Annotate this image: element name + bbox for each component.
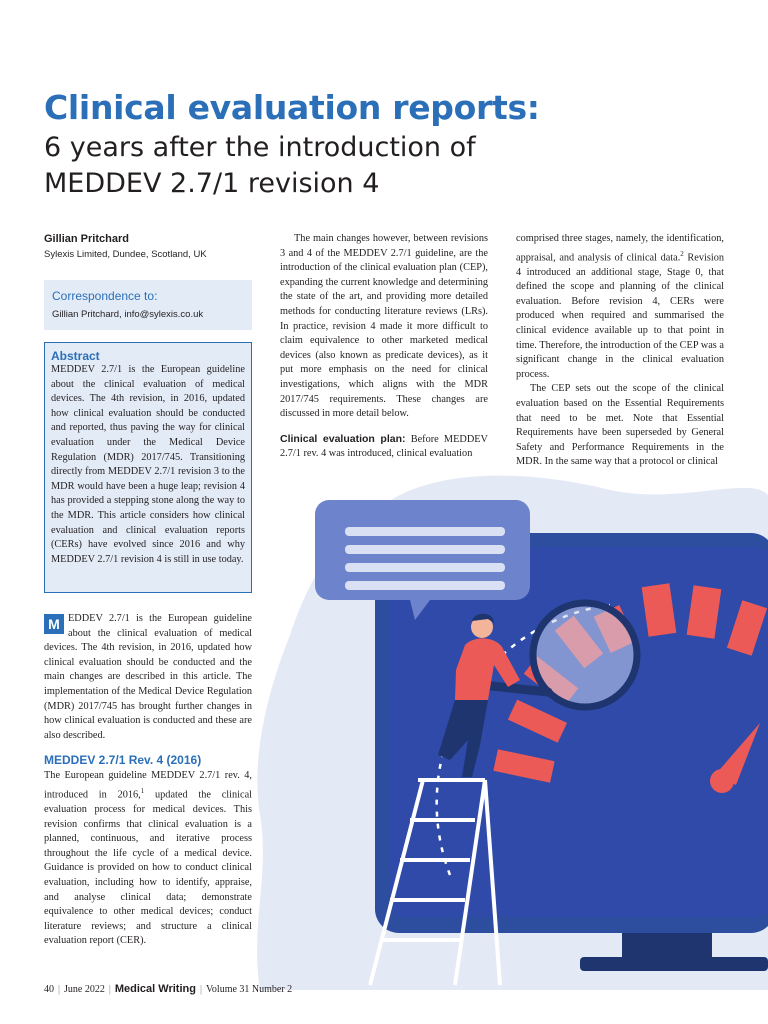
col3-paragraph-1 xyxy=(516,232,724,382)
col3-paragraph-2: The CEP sets out the scope of the clinical evaluation based on the Essential Requirements that need to be met. Note that Essential Requirements have been superseded by General Safety and Performance Requirements in the MDR. In the same way that a protocol or clinical xyxy=(516,383,724,468)
cep-runin-heading: Clinical evaluation plan: xyxy=(280,432,406,445)
journal-name: Medical Writing xyxy=(114,983,196,995)
drop-cap: M xyxy=(44,614,64,634)
section-text-a: The European guideline MEDDEV 2.7/1 rev. 4, introduced in 2016, xyxy=(44,770,252,801)
monitor-stand xyxy=(622,933,712,958)
volume-number: Volume 31 Number 2 xyxy=(205,984,293,995)
subtitle-line-2: MEDDEV 2.7/1 revision 4 xyxy=(44,168,380,199)
section-heading: MEDDEV 2.7/1 Rev. 4 (2016) xyxy=(44,753,202,768)
intro-paragraph xyxy=(44,612,252,743)
abstract-heading: Abstract xyxy=(51,349,100,363)
correspondence-text: Gillian Pritchard, info@sylexis.co.uk xyxy=(52,309,204,320)
author-name: Gillian Pritchard xyxy=(44,233,129,245)
column-3 xyxy=(516,232,724,470)
abstract-text: MEDDEV 2.7/1 is the European guideline about the clinical evaluation of medical devices. The 4th revision, in 2016, updated how clinical evaluation should be conducted and reported, thus paving the way for clinical evaluation under the Medical Device Regulation (MDR) 2017/745. Transitioning directly from MEDDEV 2.7/1 revision 3 to the MDR would have been a huge leap; revision 4 has provided a stepping stone along the way to the MDR. This article considers how clinical evaluation and clinical evaluation reports (CERs) have evolved since 2016 and why MEDDEV 2.7/1 revision 4 is still in use today. xyxy=(51,364,245,565)
abstract-box xyxy=(44,342,252,593)
monitor-base xyxy=(580,957,768,971)
author-affiliation: Sylexis Limited, Dundee, Scotland, UK xyxy=(44,249,207,260)
footnote-ref-2: 2 xyxy=(680,249,684,258)
section-paragraph xyxy=(44,769,252,949)
column-2 xyxy=(280,232,488,462)
cep-text: Before MEDDEV 2.7/1 rev. 4 was introduced, clinical evaluation xyxy=(280,433,488,460)
page-number: 40 xyxy=(44,984,54,995)
footnote-ref: 1 xyxy=(140,786,145,795)
correspondence-heading: Correspondence to: xyxy=(52,289,158,303)
intro-text: EDDEV 2.7/1 is the European guideline about the clinical evaluation of medical devices. The 4th revision, in 2016, updated how clinical evaluation should be conducted and the main changes are described in this article. The implementation of the Medical Device Regulation (MDR) 2017/745 has brought further changes in how clinical evaluation is conducted and these are also described. xyxy=(44,613,252,741)
subtitle-line-1: 6 years after the introduction of xyxy=(44,132,476,163)
col3-text-a: comprised three stages, namely, the identification, appraisal, and analysis of clinical data. xyxy=(516,233,724,264)
col2-paragraph-1: The main changes however, between revisions 3 and 4 of the MEDDEV 2.7/1 guideline, are the introduction of the clinical evaluation plan (CEP), expanding the current knowledge and determining the state of the art, and providing more detailed methods for conducting literature reviews (LRs). In practice, revision 4 made it more difficult to claim equivalence to other marketed medical devices (also known as predicate devices), as it put more emphasis on the need for clinical investigations, which aligns with the MDR 2017/745 requirements. These changes are discussed in more detail below. xyxy=(280,233,488,420)
needle-hub xyxy=(710,769,734,793)
col3-text-b: Revision 4 introduced an additional stage, Stage 0, that defined the scope and planning of the clinical evaluation. Before revision 4, CERs were produced when required and summarised the clinical evidence available up to that point in time. Therefore, the introduction of the CEP was a significant change in the clinical evaluation process. xyxy=(516,252,724,380)
correspondence-box xyxy=(44,280,252,330)
issue-date: June 2022 xyxy=(64,984,105,995)
article-subtitle xyxy=(44,130,744,202)
article-title: Clinical evaluation reports: xyxy=(44,88,540,127)
page-footer: 40 | June 2022 | Medical Writing | Volume 31 Number 2 xyxy=(44,983,293,995)
column-1 xyxy=(44,612,252,949)
gauge-illustration xyxy=(250,455,768,990)
section-text-b: updated the clinical evaluation process for medical devices. This revision confirms that clinical evaluation is a planned, continuous, and iterative process throughout the life cycle of a medical device. Guidance is provided on how to conduct clinical evaluation, including how to identify, appraise, and analyse clinical data; demonstrate equivalence to other medical devices; conduct literature reviews; and structure a clinical evaluation report (CER). xyxy=(44,789,252,947)
